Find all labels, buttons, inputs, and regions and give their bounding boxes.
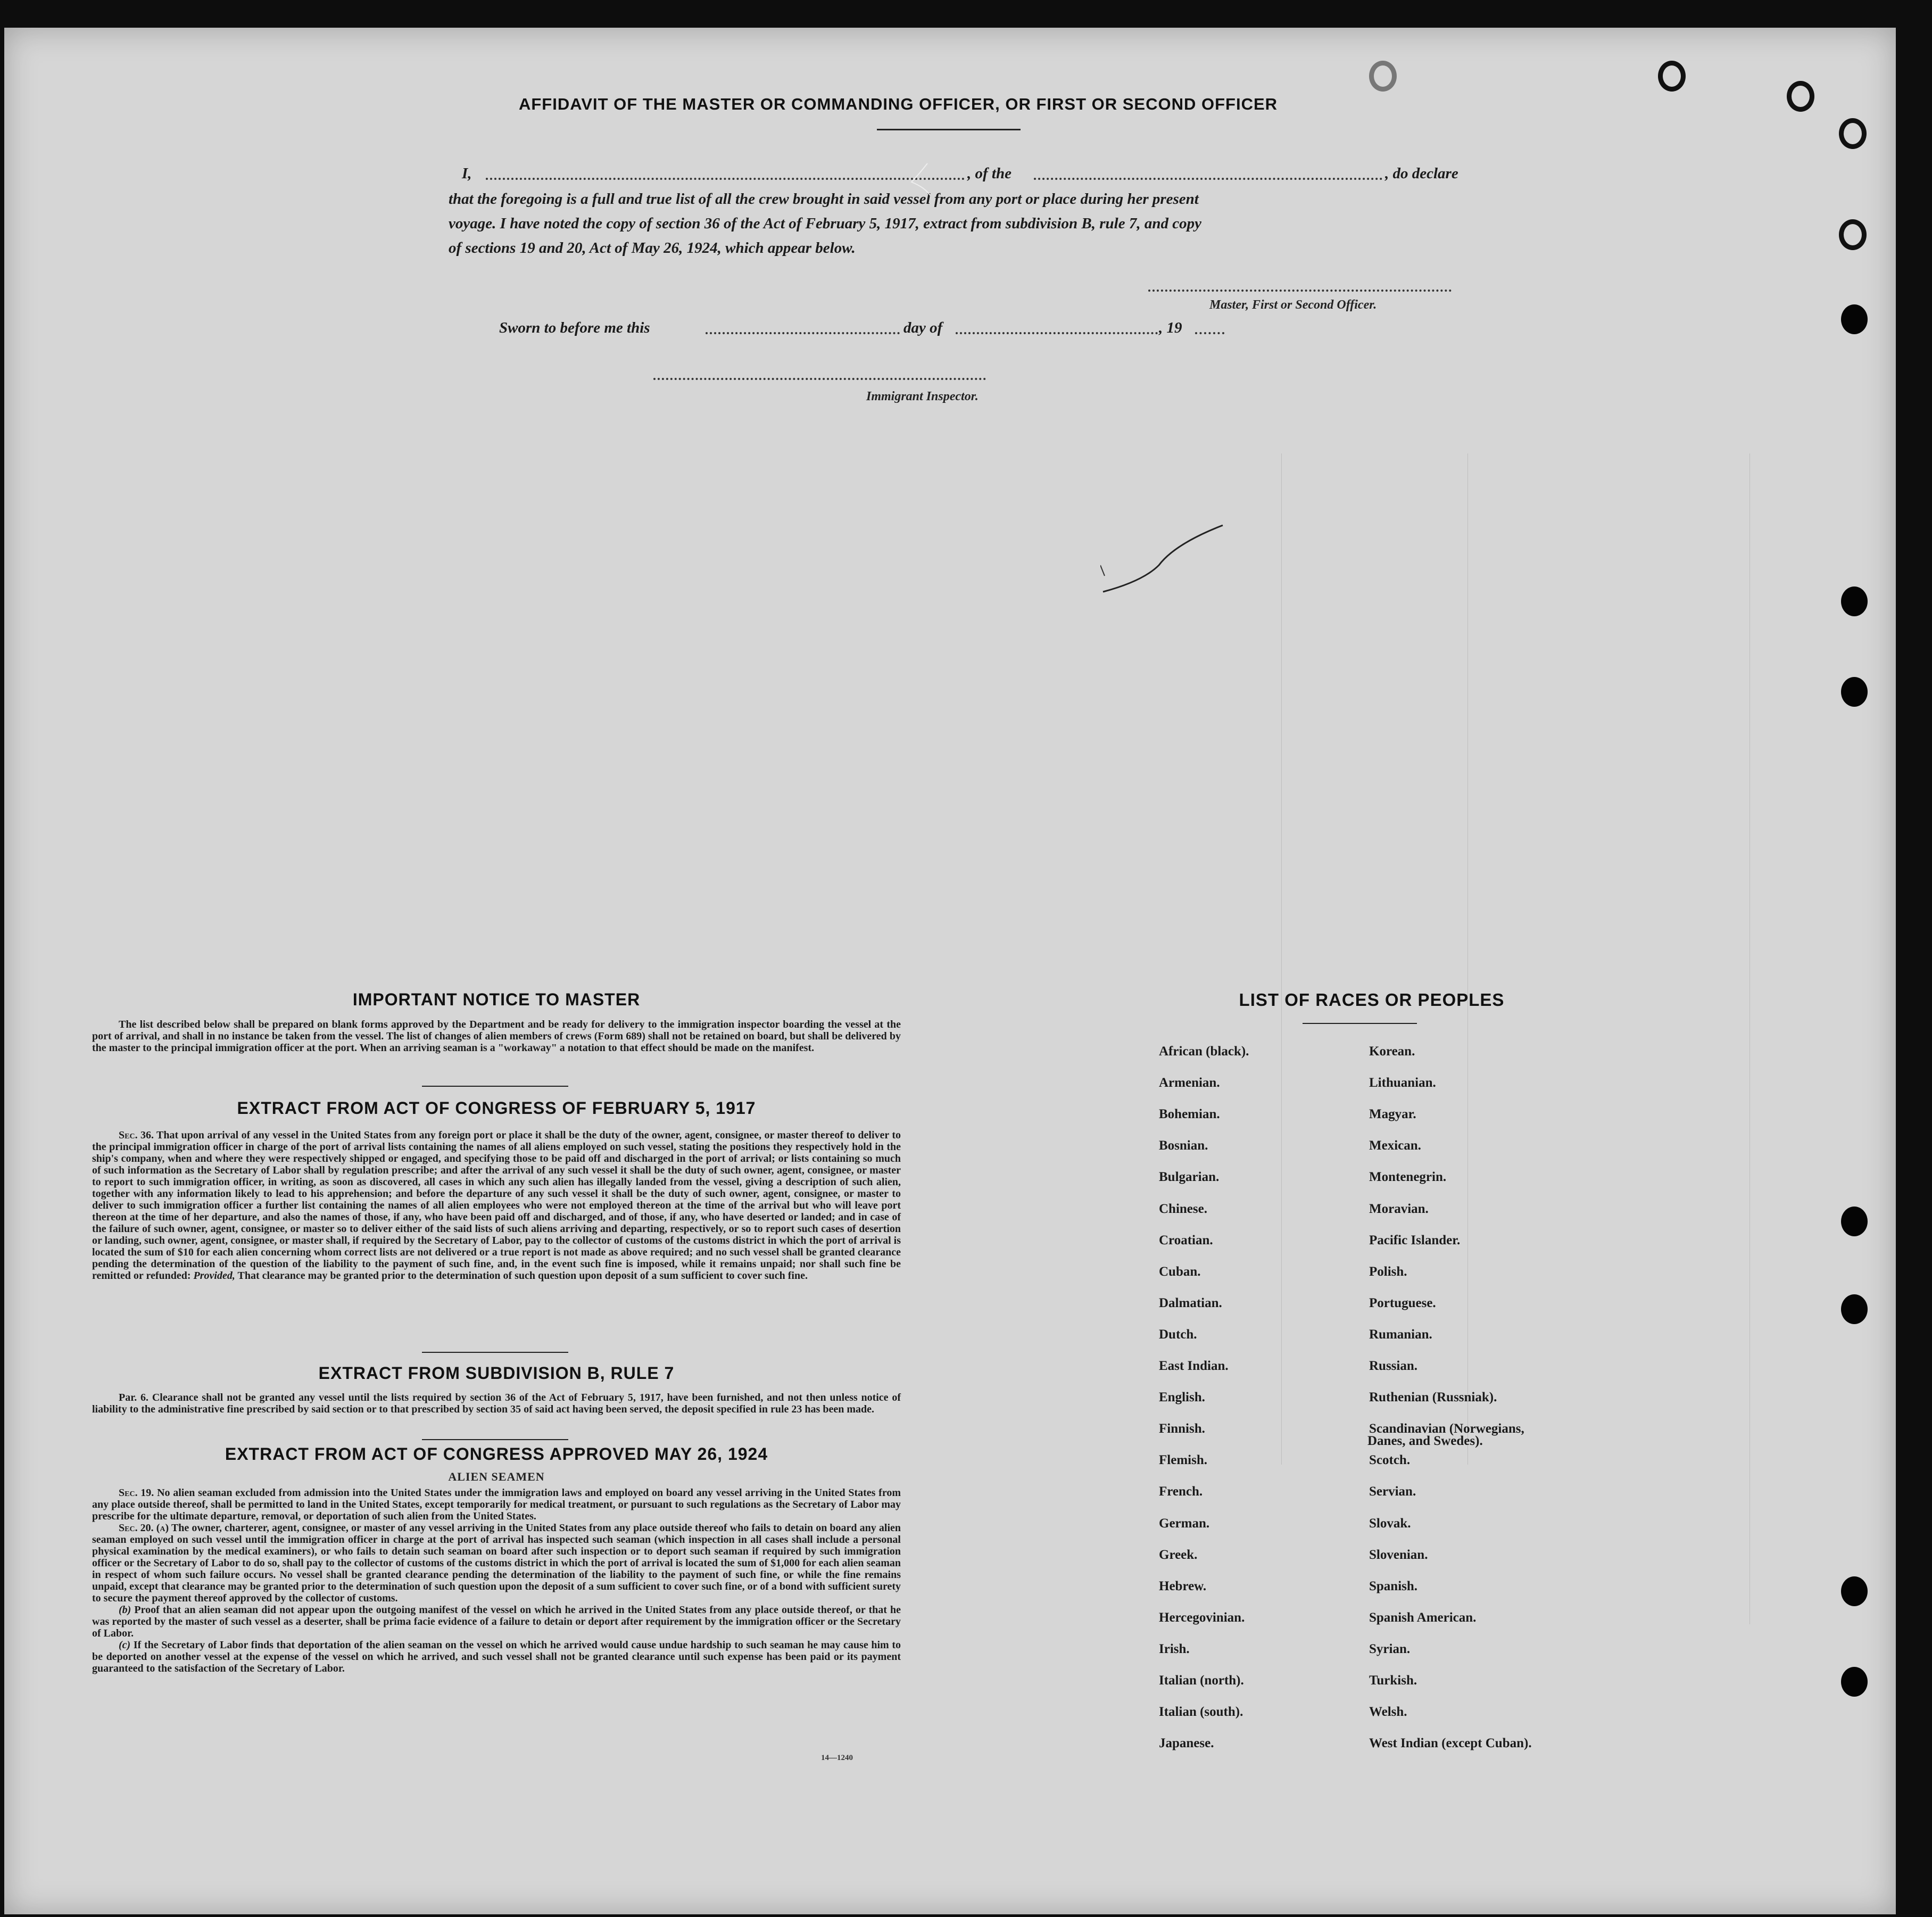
punch-hole xyxy=(1841,1667,1868,1697)
bleed-through-line xyxy=(1467,453,1468,1465)
race-item: Lithuanian. xyxy=(1369,1076,1436,1090)
race-item: English. xyxy=(1159,1390,1205,1404)
sec-20b-paragraph xyxy=(92,1604,901,1639)
ink-scrawl xyxy=(906,161,938,203)
races-title-underline xyxy=(1303,1023,1417,1024)
punch-hole xyxy=(1658,61,1686,92)
race-item: Hercegovinian. xyxy=(1159,1610,1245,1625)
extract-1924-text xyxy=(92,1487,901,1674)
sec-20c-label: (c) xyxy=(119,1639,131,1651)
race-item: Italian (south). xyxy=(1159,1705,1243,1719)
section-divider xyxy=(422,1086,568,1087)
race-item: German. xyxy=(1159,1516,1210,1531)
punch-hole xyxy=(1841,1576,1868,1606)
bleed-through-line xyxy=(1281,453,1282,1465)
section-divider xyxy=(422,1439,568,1440)
year-label: , 19 xyxy=(1159,319,1182,336)
race-item: Chinese. xyxy=(1159,1202,1207,1216)
race-item: Armenian. xyxy=(1159,1076,1220,1090)
affidavit-line-2: that the foregoing is a full and true list of all the crew brought in said vessel from any port or place during her present xyxy=(449,191,1199,208)
race-item: West Indian (except Cuban). xyxy=(1369,1736,1532,1750)
inspector-label: Immigrant Inspector. xyxy=(866,390,979,403)
punch-hole xyxy=(1839,219,1867,250)
race-item: Russian. xyxy=(1369,1359,1418,1373)
race-item: Rumanian. xyxy=(1369,1327,1432,1342)
race-item: Slovak. xyxy=(1369,1516,1411,1531)
race-item: Pacific Islander. xyxy=(1369,1233,1461,1247)
race-item: Ruthenian (Russniak). xyxy=(1369,1390,1497,1404)
affidavit-i-label: I, xyxy=(462,165,472,182)
race-item: Turkish. xyxy=(1369,1673,1417,1688)
race-item: Servian. xyxy=(1369,1484,1416,1499)
document-page xyxy=(4,28,1896,1914)
race-item: Dutch. xyxy=(1159,1327,1197,1342)
sworn-year-blank[interactable] xyxy=(1195,332,1224,334)
race-item: Italian (north). xyxy=(1159,1673,1244,1688)
race-item: Finnish. xyxy=(1159,1422,1205,1436)
punch-hole xyxy=(1839,118,1867,149)
sec-36-body: That upon arrival of any vessel in the United States from any foreign port or place it shall be the duty of the owner, agent, consignee, or master thereof to deliver to the principal immigration officer in charge of the port of arrival lists containing the names of all aliens employed on such vessel, stating the positions they respectively hold in the ship's company, when and where they were respectively shipped or engaged, and specifying those to be paid off and discharged in the port of arrival; or lists containing so much of such information as the Secretary of Labor shall by regulation prescribe; and after the arrival of any such vessel it shall be the duty of such owner, agent, consignee, or master to report to such immigration officer, in writing, as soon as discovered, all cases in which any such alien has illegally landed from the vessel, giving a description of such alien, together with any information likely to lead to his apprehension; and before the departure of any such vessel it shall be the duty of such owner, agent, consignee, or master to deliver to such immigration officer a further list containing the names of all alien employees who were not employed thereon at the time of the arrival but who will leave port thereon at the time of her departure, and also the names of those, if any, who have been paid off and discharged, and of those, if any, who have deserted or landed; and in case of the failure of such owner, agent, consignee, or master so to deliver either of the said lists of such aliens arriving and departing, respectively, or so to report such cases of desertion or landing, such owner, agent, consignee, or master shall, if required by the Secretary of Labor, pay to the collector of customs of the customs district in which the port of arrival is located the sum of $10 for each alien concerning whom correct lists are not delivered or a true report is not made as above required; and no such vessel shall be granted clearance pending the determination of the question of the liability to the payment of such fine, and, in the event such fine is imposed, while it remains unpaid; nor shall such fine be remitted or refunded: xyxy=(92,1129,901,1282)
sec-20b-label: (b) xyxy=(119,1604,131,1616)
sec-36-end: That clearance may be granted prior to the determination of such question upon deposit of a sum sufficient to cover such fine. xyxy=(237,1270,808,1282)
sworn-label: Sworn to before me this xyxy=(499,319,650,336)
race-item: Irish. xyxy=(1159,1642,1190,1656)
race-item: Spanish. xyxy=(1369,1579,1418,1593)
race-item: Scandinavian (Norwegians, xyxy=(1369,1422,1524,1436)
sec-20b-body: Proof that an alien seaman did not appear upon the outgoing manifest of the vessel on which he arrived in the United States from any place outside thereof, or that he was reported by the master of such vessel as a deserter, shall be prima facie evidence of a failure to detain or deport after requirement by the immigration officer or the Secretary of Labor. xyxy=(92,1604,901,1639)
race-item: Bulgarian. xyxy=(1159,1170,1220,1184)
race-item: Korean. xyxy=(1369,1044,1415,1059)
affidavit-title: AFFIDAVIT OF THE MASTER OR COMMANDING OFFICER, OR FIRST OR SECOND OFFICER xyxy=(518,95,1278,113)
master-signature-blank[interactable] xyxy=(1148,290,1452,292)
section-divider xyxy=(422,1352,568,1353)
master-name-blank[interactable] xyxy=(486,178,965,180)
race-item: Spanish American. xyxy=(1369,1610,1477,1625)
sec-20a-label: Sec. 20. (a) xyxy=(119,1522,169,1534)
sec-20c-body: If the Secretary of Labor finds that deportation of the alien seaman on the vessel on which he arrived would cause undue hardship to such seaman he may cause him to be deported on another vessel at the expense of the vessel on which he arrived, and such vessel shall not be granted clearance until such expense has been paid or its payment guaranteed to the satisfaction of the Secretary of Labor. xyxy=(92,1639,901,1674)
bleed-through-line xyxy=(1749,453,1750,1624)
race-item: Welsh. xyxy=(1369,1705,1407,1719)
race-item: Portuguese. xyxy=(1369,1296,1436,1310)
race-item: Slovenian. xyxy=(1369,1548,1428,1562)
notice-title: IMPORTANT NOTICE TO MASTER xyxy=(352,990,641,1009)
sec-20a-paragraph xyxy=(92,1522,901,1604)
vessel-name-blank[interactable] xyxy=(1034,178,1382,180)
form-number: 14—1240 xyxy=(821,1754,853,1762)
affidavit-line-3: voyage. I have noted the copy of section 36 of the Act of February 5, 1917, extract from subdivision B, rule 7, and copy xyxy=(449,215,1201,232)
sec-19-paragraph xyxy=(92,1487,901,1522)
race-item: East Indian. xyxy=(1159,1359,1229,1373)
race-item: Croatian. xyxy=(1159,1233,1213,1247)
race-item: Scotch. xyxy=(1369,1453,1411,1467)
race-item: Magyar. xyxy=(1369,1107,1416,1121)
punch-hole xyxy=(1787,81,1814,112)
sec-20a-body: The owner, charterer, agent, consignee, or master of any vessel arriving in the United States from any place outside thereof who fails to detain on board any alien seaman employed on such vessel until the immigration officer in charge at the port of arrival has inspected such seaman (which inspection in all cases shall include a personal physical examination by the medical examiners), or who fails to detain such seaman on board after such inspection or to deport such seaman if required by such immigration officer or the Secretary of Labor to do so, shall pay to the collector of customs of the customs district in which the port of arrival is located the sum of $1,000 for each alien seaman in respect of whom such failure occurs. No vessel shall be granted clearance pending the determination of the liability to the payment of such fine, or while the fine remains unpaid, except that clearance may be granted prior to the determination of such question upon the deposit of a sum sufficient to cover such fine, or of a bond with sufficient surety to secure the payment thereof approved by the collector of customs. xyxy=(92,1522,901,1604)
races-title: LIST OF RACES OR PEOPLES xyxy=(1239,990,1505,1010)
punch-hole xyxy=(1369,61,1397,92)
extract-1917-text xyxy=(92,1129,901,1282)
punch-hole xyxy=(1841,304,1868,334)
provided-word: Provided, xyxy=(193,1270,235,1282)
race-item: Moravian. xyxy=(1369,1202,1429,1216)
punch-hole xyxy=(1841,1207,1868,1236)
inspector-signature-blank[interactable] xyxy=(653,378,986,380)
race-item: Bohemian. xyxy=(1159,1107,1220,1121)
alien-seamen-subtitle: ALIEN SEAMEN xyxy=(448,1470,545,1483)
punch-hole xyxy=(1841,586,1868,616)
subdivision-b-title: EXTRACT FROM SUBDIVISION B, RULE 7 xyxy=(318,1364,675,1383)
race-item: Hebrew. xyxy=(1159,1579,1207,1593)
affidavit-of-the: , of the xyxy=(967,165,1011,182)
day-of-label: day of xyxy=(903,319,943,336)
race-item: Syrian. xyxy=(1369,1642,1411,1656)
race-item: Dalmatian. xyxy=(1159,1296,1222,1310)
master-signature-label: Master, First or Second Officer. xyxy=(1209,298,1377,312)
race-item: Montenegrin. xyxy=(1369,1170,1447,1184)
sec-36-label: Sec. 36. xyxy=(119,1129,154,1141)
sworn-month-blank[interactable] xyxy=(956,332,1158,334)
race-item: Flemish. xyxy=(1159,1453,1207,1467)
race-item: African (black). xyxy=(1159,1044,1249,1059)
punch-hole xyxy=(1841,677,1868,707)
sec-19-body: No alien seaman excluded from admission into the United States under the immigration laws and employed on board any vessel arriving in the United States from any place outside thereof, shall be permitted to land in the United States, except temporarily for medical treatment, or pursuant to such regulations as the Secretary of Labor may prescribe for the ultimate departure, removal, or deportation of such alien from the United States. xyxy=(92,1487,901,1522)
title-underline xyxy=(877,129,1021,130)
race-item: Japanese. xyxy=(1159,1736,1214,1750)
ink-scrawl xyxy=(1100,523,1239,629)
race-item: Bosnian. xyxy=(1159,1138,1208,1153)
extract-1917-title: EXTRACT FROM ACT OF CONGRESS OF FEBRUARY 5, 1917 xyxy=(237,1098,756,1118)
extract-1924-title: EXTRACT FROM ACT OF CONGRESS APPROVED MAY 26, 1924 xyxy=(225,1444,768,1464)
race-item: Mexican. xyxy=(1369,1138,1421,1153)
sec-19-label: Sec. 19. xyxy=(119,1487,154,1499)
sec-20c-paragraph xyxy=(92,1639,901,1674)
notice-text: The list described below shall be prepared on blank forms approved by the Department and be ready for delivery to the immigration inspector boarding the vessel at the port of arrival, and shall in no instance be taken from the vessel. The list of changes of alien members of crews (Form 689) shall not be retained on board, but shall be delivered by the master to the principal immigration officer at the port. When an arriving seaman is a "workaway" a notation to that effect should be made on the manifest. xyxy=(92,1019,901,1054)
race-item: Polish. xyxy=(1369,1265,1407,1279)
affidavit-do-declare: , do declare xyxy=(1385,165,1458,182)
subdivision-b-text: Par. 6. Clearance shall not be granted any vessel until the lists required by section 36 of the Act of February 5, 1917, have been furnished, and not then unless notice of liability to the administrative fine prescribed by said section or to that prescribed by section 35 of said act having been served, the deposit specified in rule 23 has been made. xyxy=(92,1392,901,1415)
punch-hole xyxy=(1841,1294,1868,1324)
race-item: Greek. xyxy=(1159,1548,1198,1562)
sworn-day-blank[interactable] xyxy=(706,332,900,334)
race-item: Cuban. xyxy=(1159,1265,1201,1279)
race-item: French. xyxy=(1159,1484,1203,1499)
race-item-continuation: Danes, and Swedes). xyxy=(1367,1434,1483,1448)
affidavit-line-4: of sections 19 and 20, Act of May 26, 1924, which appear below. xyxy=(449,239,856,257)
